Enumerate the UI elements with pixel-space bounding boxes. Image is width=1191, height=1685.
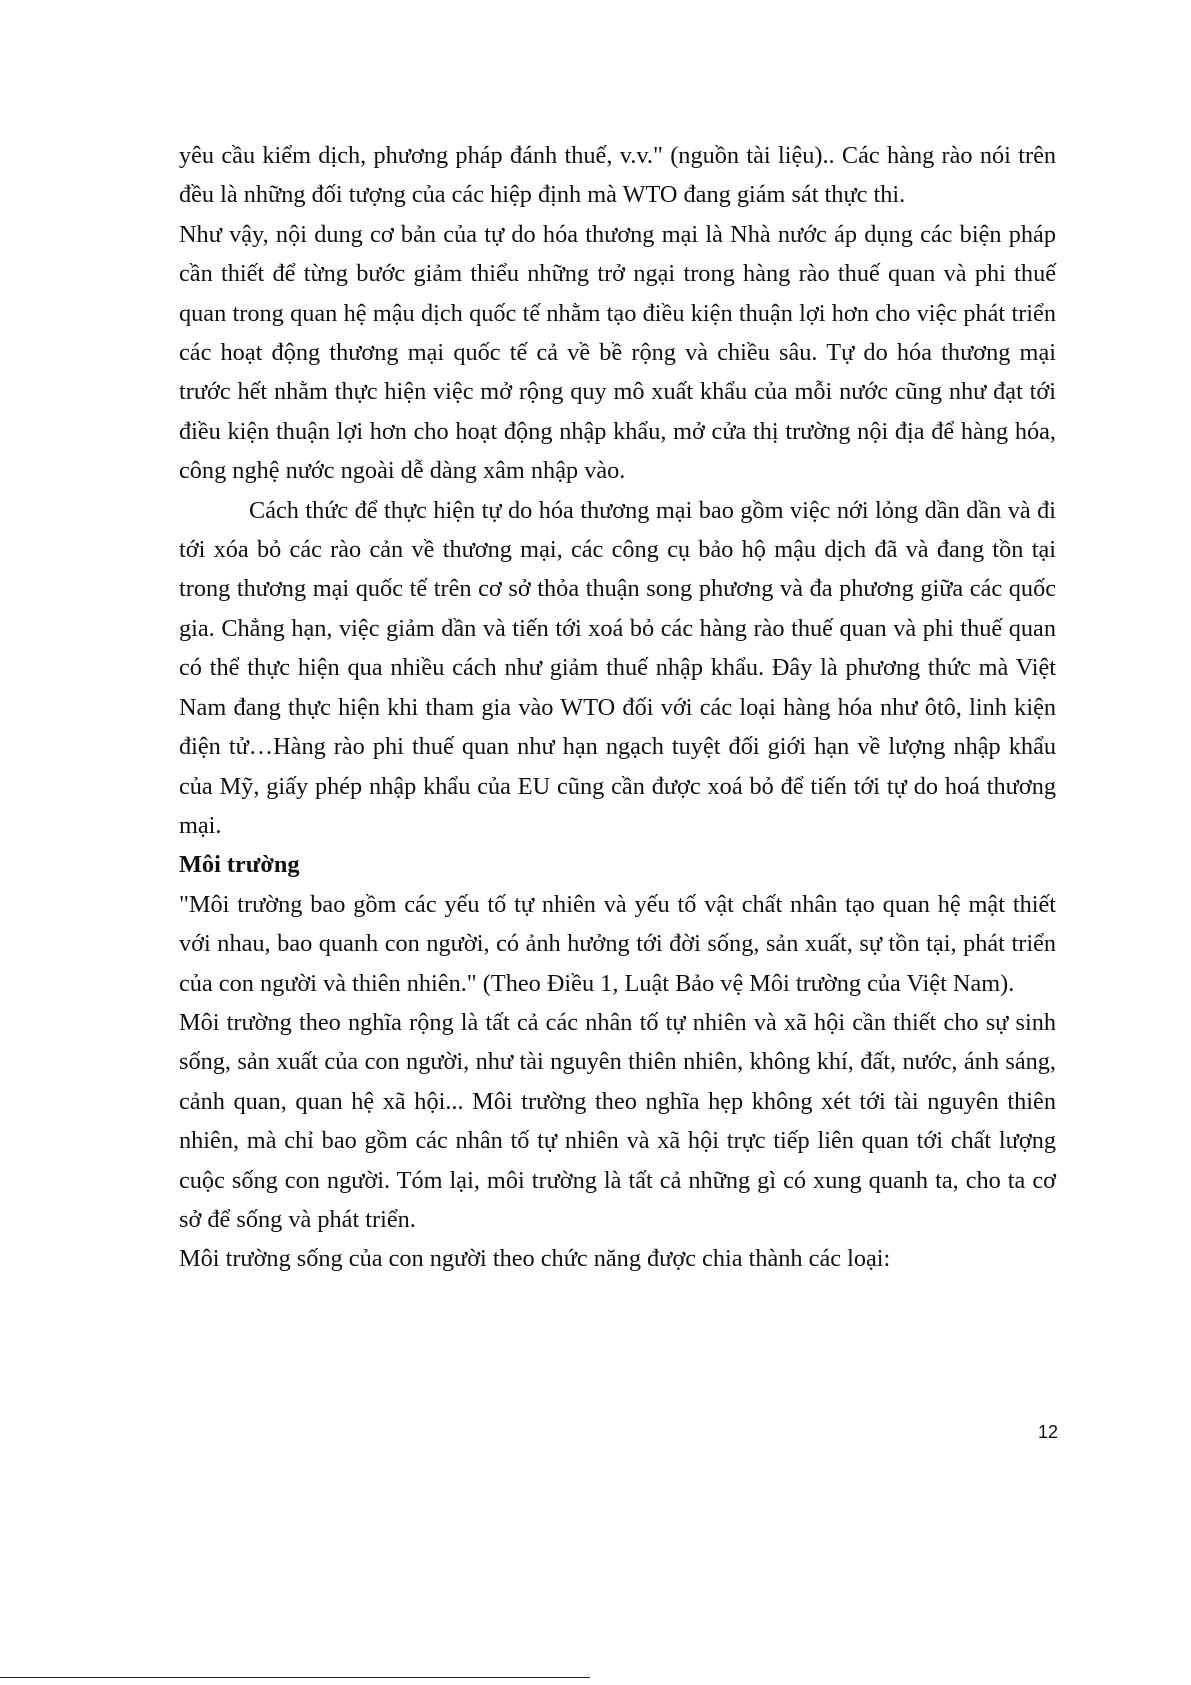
page-number: 12	[1037, 1422, 1058, 1442]
document-body	[179, 136, 1056, 1279]
paragraph-environment-definition: "Môi trường bao gồm các yếu tố tự nhiên và yếu tố vật chất nhân tạo quan hệ mật thiết với nhau, bao quanh con người, có ảnh hưởng tới đời sống, sản xuất, sự tồn tại, phát triển của con người và thiên nhiên." (Theo Điều 1, Luật Bảo vệ Môi trường của Việt Nam).	[179, 890, 1056, 997]
section-heading-environment: Môi trường	[179, 851, 300, 879]
paragraph-trade-liberalization-content: Như vậy, nội dung cơ bản của tự do hóa thương mại là Nhà nước áp dụng các biện pháp cần thiết để từng bước giảm thiểu những trở ngại trong hàng rào thuế quan và phi thuế quan trong quan hệ mậu dịch quốc tế nhằm tạo điều kiện thuận lợi hơn cho việc phát triển các hoạt động thương mại quốc tế cả về bề rộng và chiều sâu. Tự do hóa thương mại trước hết nhằm thực hiện việc mở rộng quy mô xuất khẩu của mỗi nước cũng như đạt tới điều kiện thuận lợi hơn cho hoạt động nhập khẩu, mở cửa thị trường nội địa để hàng hóa, công nghệ nước ngoài dễ dàng xâm nhập vào.	[179, 220, 1056, 485]
footnote-separator-line	[0, 1677, 590, 1678]
paragraph-environment-types-intro: Môi trường sống của con người theo chức năng được chia thành các loại:	[179, 1245, 891, 1273]
paragraph-environment-broad-narrow: Môi trường theo nghĩa rộng là tất cả các nhân tố tự nhiên và xã hội cần thiết cho sự sinh sống, sản xuất của con người, như tài nguyên thiên nhiên, không khí, đất, nước, ánh sáng, cảnh quan, quan hệ xã hội... Môi trường theo nghĩa hẹp không xét tới tài nguyên thiên nhiên, mà chỉ bao gồm các nhân tố tự nhiên và xã hội trực tiếp liên quan tới chất lượng cuộc sống con người. Tóm lại, môi trường là tất cả những gì có xung quanh ta, cho ta cơ sở để sống và phát triển.	[179, 1008, 1056, 1233]
paragraph-trade-liberalization-methods: Cách thức để thực hiện tự do hóa thương mại bao gồm việc nới lỏng dần dần và đi tới xóa bỏ các rào cản về thương mại, các công cụ bảo hộ mậu dịch đã và đang tồn tại trong thương mại quốc tế trên cơ sở thỏa thuận song phương và đa phương giữa các quốc gia. Chẳng hạn, việc giảm dần và tiến tới xoá bỏ các hàng rào thuế quan và phi thuế quan có thể thực hiện qua nhiều cách như giảm thuế nhập khẩu. Đây là phương thức mà Việt Nam đang thực hiện khi tham gia vào WTO đối với các loại hàng hóa như ôtô, linh kiện điện tử…Hàng rào phi thuế quan như hạn ngạch tuyệt đối giới hạn về lượng nhập khẩu của Mỹ, giấy phép nhập khẩu của EU cũng cần được xoá bỏ để tiến tới tự do hoá thương mại.	[179, 496, 1056, 839]
paragraph-trade-barriers-continuation: yêu cầu kiểm dịch, phương pháp đánh thuế, v.v." (nguồn tài liệu).. Các hàng rào nói trên đều là những đối tượng của các hiệp định mà WTO đang giám sát thực thi.	[179, 142, 1056, 209]
